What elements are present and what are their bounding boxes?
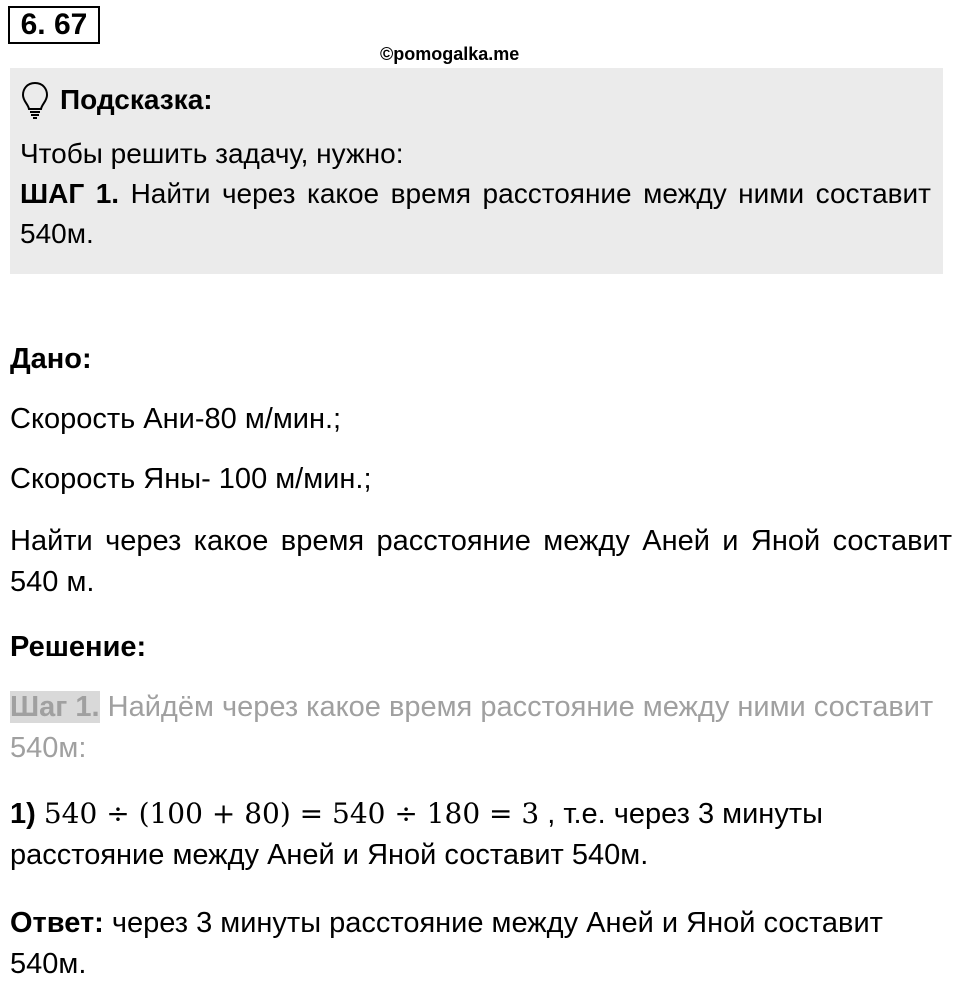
watermark: ©pomogalka.me xyxy=(380,44,520,64)
given-line-3: Найти через какое время расстояние между Аней и Яной составит 540 м. xyxy=(10,525,952,598)
answer-label: Ответ: xyxy=(10,907,104,939)
hint-step xyxy=(20,174,931,254)
problem-number: 6. 67 xyxy=(8,6,100,44)
solution-item-1 xyxy=(10,793,952,876)
lightbulb-icon xyxy=(20,80,50,120)
hint-intro: Чтобы решить задачу, нужно: xyxy=(20,138,404,169)
solution-step-text: Найдём через какое время расстояние между ними составит 540м: xyxy=(10,691,934,764)
answer-text: через 3 минуты расстояние между Аней и Яной составит 540м. xyxy=(10,907,883,980)
given-line-2: Скорость Яны- 100 м/мин.; xyxy=(10,463,372,495)
hint-header xyxy=(20,78,931,122)
solution-step-label: Шаг 1. xyxy=(10,691,100,723)
given-line-1: Скорость Ани-80 м/мин.; xyxy=(10,403,342,435)
hint-title: Подсказка: xyxy=(60,84,213,115)
answer xyxy=(10,903,952,985)
hint-step-label: ШАГ 1. xyxy=(20,178,120,209)
solution-item-number: 1) xyxy=(10,798,36,830)
solution-step xyxy=(10,687,952,769)
hint-step-text: Найти через какое время расстояние между ними составит 540м. xyxy=(20,178,931,249)
solution-item-text: , т.е. через 3 минуты расстояние между Аней и Яной составит 540м. xyxy=(10,798,823,871)
solution-title: Решение: xyxy=(10,631,147,663)
hint-body xyxy=(20,134,931,254)
given-title: Дано: xyxy=(10,343,92,375)
hint-box xyxy=(10,68,943,274)
solution-formula: 540 ÷ (100 + 80) = 540 ÷ 180 = 3 xyxy=(43,797,540,830)
